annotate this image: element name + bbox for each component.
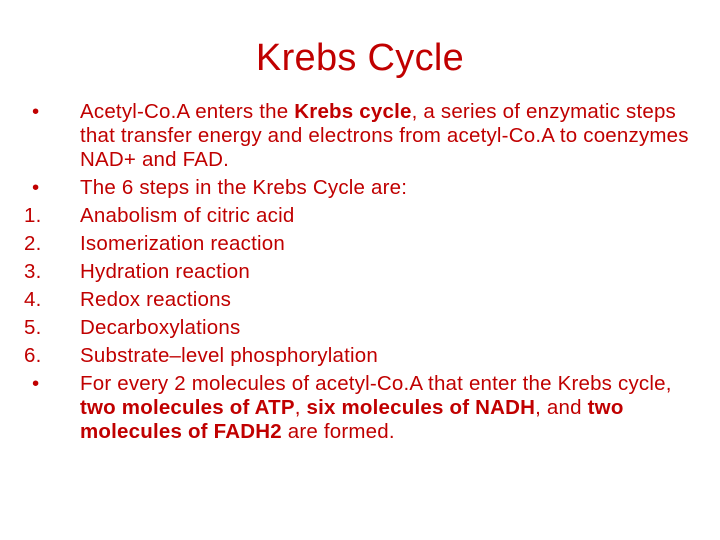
number-marker: 2. (24, 232, 42, 255)
text-run: are formed. (281, 420, 395, 443)
number-marker: 1. (24, 204, 42, 227)
text-run: Hydration reaction (80, 260, 250, 283)
number-marker: 3. (24, 260, 42, 283)
bullet-marker: • (32, 100, 40, 123)
text-run: Decarboxylations (80, 316, 241, 339)
list-item (24, 232, 704, 256)
bullet-marker: • (32, 372, 40, 395)
list-item-text (80, 100, 704, 172)
bold-text: six molecules of NADH (306, 396, 536, 419)
list-item-text (80, 288, 704, 312)
text-run: , a series of enzymatic steps that transfer energy and electrons from acetyl-Co.A to coenzymes NAD+ and FAD. (80, 100, 689, 171)
bold-text: Krebs cycle (294, 100, 412, 123)
list-item (24, 316, 704, 340)
list-item-text (80, 232, 704, 256)
number-marker: 6. (24, 344, 42, 367)
slide-title: Krebs Cycle (255, 37, 465, 79)
list-item-text (80, 176, 704, 200)
list-item-text (80, 204, 704, 228)
list-item-text (80, 316, 704, 340)
list-item (24, 260, 704, 284)
list-item (24, 344, 704, 368)
bold-text: two molecules of FADH2 (80, 396, 624, 443)
bold-text: two molecules of ATP (80, 396, 295, 419)
text-run: Acetyl-Co.A enters the (80, 100, 295, 123)
number-marker: 4. (24, 288, 42, 311)
text-run: Substrate–level phosphorylation (80, 344, 378, 367)
list-item-text (80, 372, 704, 444)
text-run: Anabolism of citric acid (80, 204, 295, 227)
number-marker: 5. (24, 316, 42, 339)
text-run: The 6 steps in the Krebs Cycle are: (80, 176, 408, 199)
slide-content (24, 100, 704, 448)
text-run: Redox reactions (80, 288, 232, 311)
text-run: , (294, 396, 307, 419)
list-item-text (80, 344, 704, 368)
bullet-marker: • (32, 176, 40, 199)
list-item (24, 204, 704, 228)
text-run: , and (535, 396, 588, 419)
list-item (24, 100, 704, 172)
list-item (24, 288, 704, 312)
text-run: For every 2 molecules of acetyl-Co.A that enter the Krebs cycle, (80, 372, 672, 395)
list-item (24, 176, 704, 200)
text-run: Isomerization reaction (80, 232, 285, 255)
list-item-text (80, 260, 704, 284)
list-item (24, 372, 704, 444)
